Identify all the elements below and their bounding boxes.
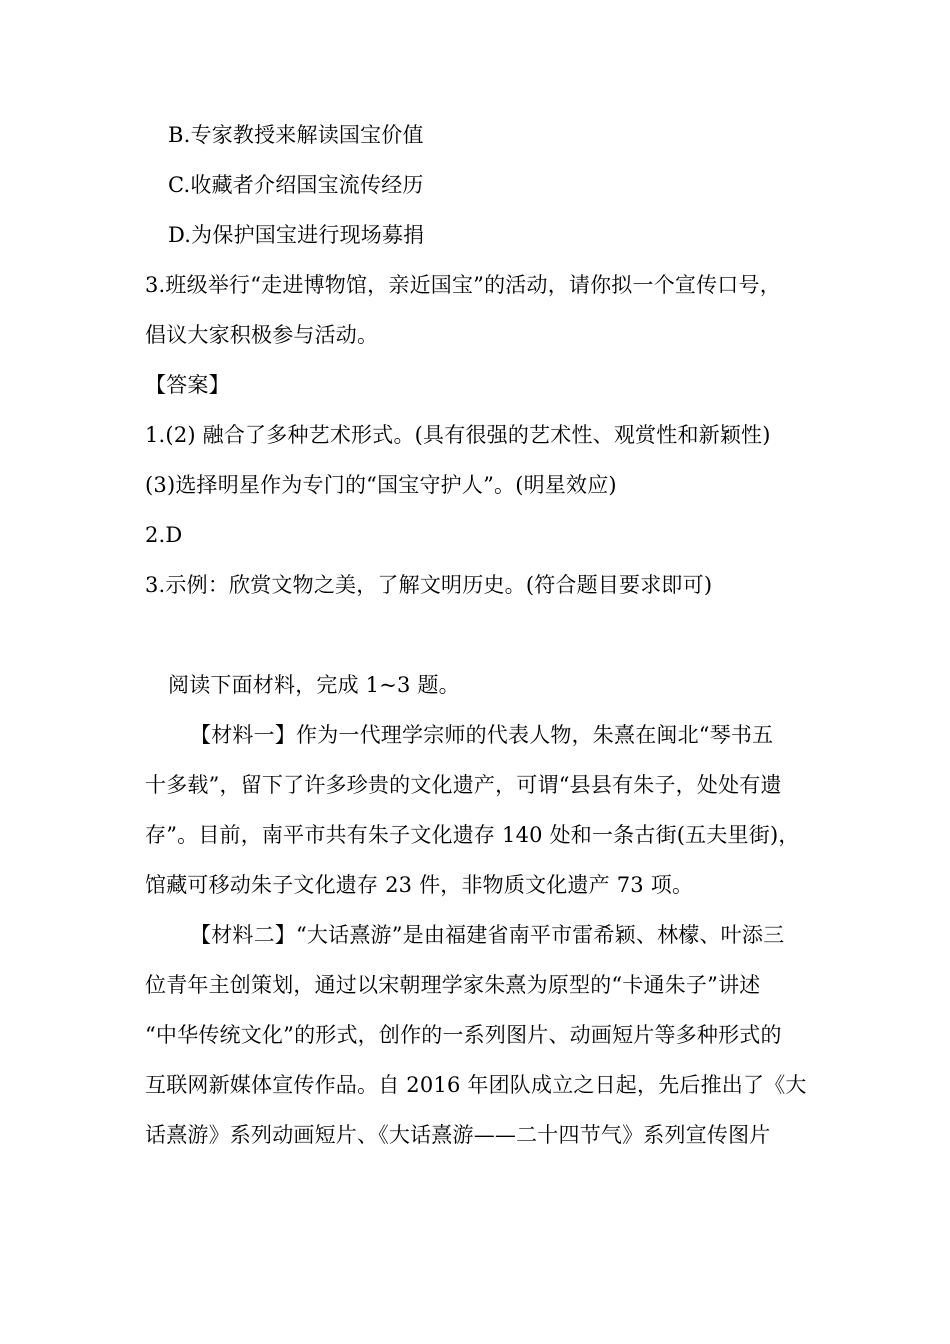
answer-1: 1.(2) 融合了多种艺术形式。(具有很强的艺术性、观赏性和新颖性)	[145, 423, 771, 447]
answer-2: 2.D	[145, 523, 183, 547]
option-d: D.为保护国宝进行现场募捐	[168, 223, 425, 247]
material-1-line-4: 馆藏可移动朱子文化遗存 23 件，非物质文化遗产 73 项。	[145, 873, 694, 897]
question-3-line-2: 倡议大家积极参与活动。	[145, 323, 379, 347]
question-3-line-1: 3.班级举行“走进博物馆，亲近国宝”的活动，请你拟一个宣传口号，	[145, 273, 781, 297]
answer-1-part-3: (3)选择明星作为专门的“国宝守护人”。(明星效应)	[145, 473, 617, 497]
material-1-line-3: 存”。目前，南平市共有朱子文化遗存 140 处和一条古街(五夫里街)，	[145, 823, 800, 847]
answer-3: 3.示例：欣赏文物之美，了解文明历史。(符合题目要求即可)	[145, 573, 713, 597]
reading-intro: 阅读下面材料，完成 1~3 题。	[168, 673, 460, 697]
material-2-line-4: 互联网新媒体宣传作品。自 2016 年团队成立之日起，先后推出了《大	[145, 1073, 807, 1097]
option-c: C.收藏者介绍国宝流传经历	[168, 173, 424, 197]
answer-heading: 【答案】	[145, 373, 230, 397]
material-2-line-5: 话熹游》系列动画短片、《大话熹游——二十四节气》系列宣传图片	[145, 1123, 771, 1147]
material-1-line-1: 【材料一】作为一代理学宗师的代表人物，朱熹在闽北“琴书五	[190, 723, 774, 747]
material-2-line-2: 位青年主创策划，通过以宋朝理学家朱熹为原型的“卡通朱子”讲述	[145, 973, 761, 997]
option-b: B.专家教授来解读国宝价值	[168, 123, 424, 147]
material-2-line-1: 【材料二】“大话熹游”是由福建省南平市雷希颖、林檬、叶添三	[190, 923, 785, 947]
material-1-line-2: 十多载”，留下了许多珍贵的文化遗产，可谓“县县有朱子，处处有遗	[145, 773, 782, 797]
material-2-line-3: “中华传统文化”的形式，创作的一系列图片、动画短片等多种形式的	[145, 1023, 782, 1047]
